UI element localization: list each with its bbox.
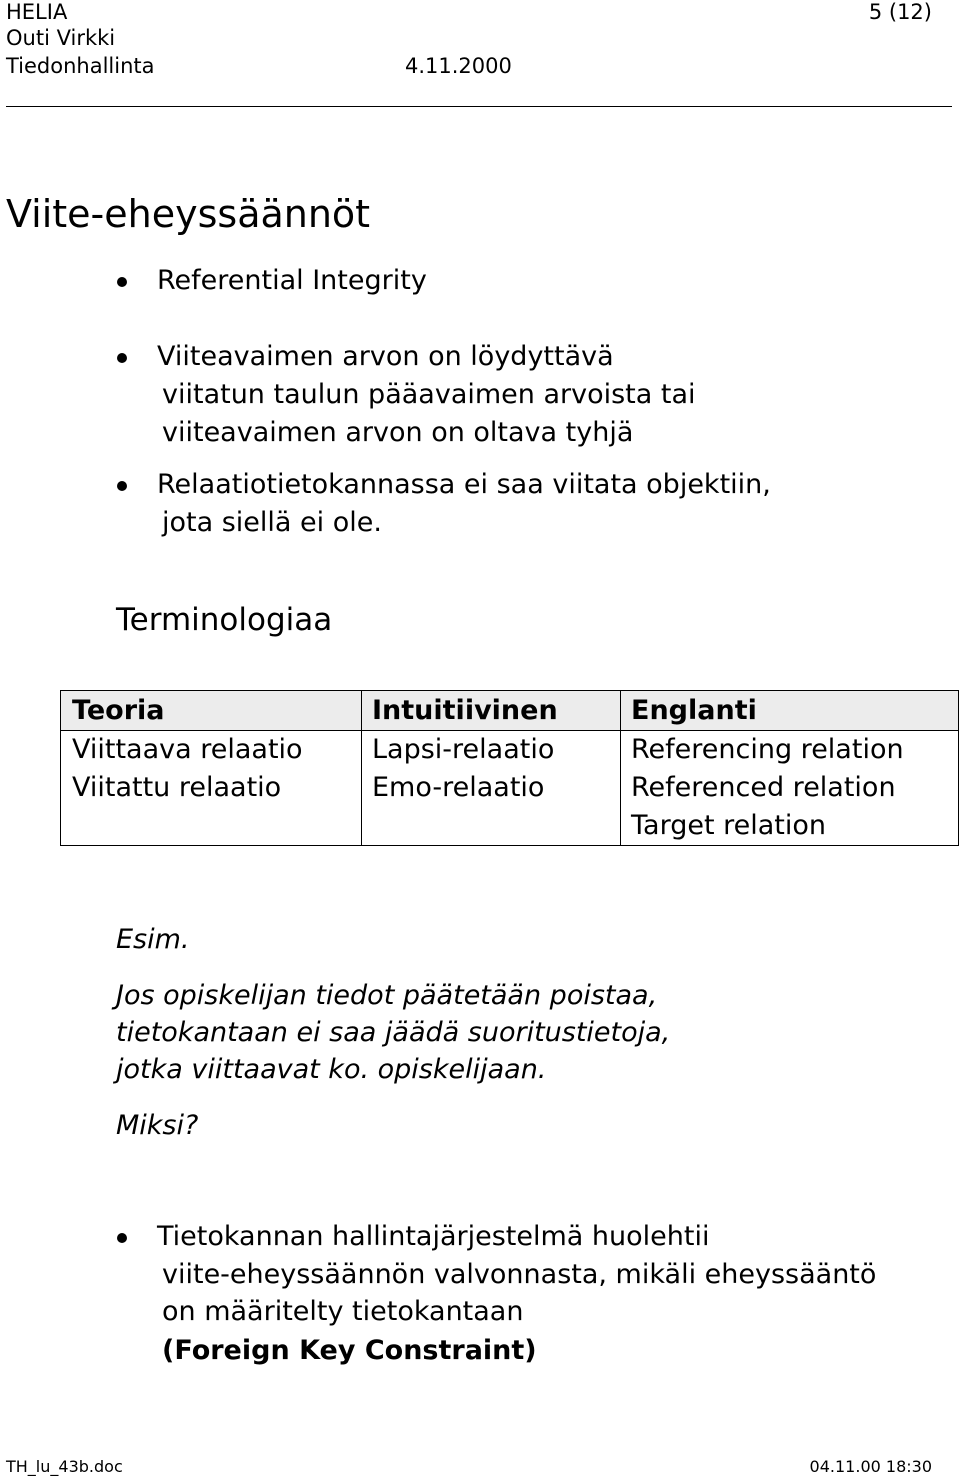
bullet-line: Viiteavaimen arvon on löydyttävä: [157, 341, 614, 372]
example-line: Jos opiskelijan tiedot päätetään poistaa,: [116, 980, 658, 1011]
table-cell: Referencing relation: [631, 734, 904, 765]
footer-filename: TH_lu_43b.doc: [6, 1457, 123, 1476]
column-divider: [361, 691, 362, 845]
bullet-line: viiteavaimen arvon on oltava tyhjä: [162, 417, 634, 448]
bullet-line: viite-eheyssäännön valvonnasta, mikäli eheyssääntö: [162, 1259, 877, 1290]
bullet-line: jota siellä ei ole.: [162, 507, 382, 538]
header-author: Outi Virkki: [6, 26, 116, 50]
bullet-line: viitatun taulun pääavaimen arvoista tai: [162, 379, 696, 410]
bullet-icon: [117, 353, 127, 363]
table-cell: Viitattu relaatio: [72, 772, 282, 803]
table-cell: Target relation: [631, 810, 826, 841]
table-header-cell: Teoria: [72, 695, 165, 726]
header-course: Tiedonhallinta: [6, 54, 155, 78]
example-line: tietokantaan ei saa jäädä suoritustietoja,: [116, 1017, 671, 1048]
example-line: jotka viittaavat ko. opiskelijaan.: [116, 1054, 547, 1085]
bullet-line-bold: (Foreign Key Constraint): [162, 1335, 537, 1366]
bullet-line: Relaatiotietokannassa ei saa viitata objektiin,: [157, 469, 771, 500]
bullet-line: on määritelty tietokantaan: [162, 1296, 524, 1327]
header-page-number: 5 (12): [868, 0, 932, 24]
header-divider: [6, 106, 952, 107]
table-cell: Lapsi-relaatio: [372, 734, 555, 765]
header-date: 4.11.2000: [405, 54, 512, 78]
example-label: Esim.: [116, 924, 190, 955]
table-header-cell: Englanti: [631, 695, 757, 726]
bullet-line: Referential Integrity: [157, 265, 427, 296]
example-question: Miksi?: [116, 1110, 199, 1141]
table-header-cell: Intuitiivinen: [372, 695, 558, 726]
bullet-icon: [117, 1233, 127, 1243]
column-divider: [620, 691, 621, 845]
section-heading: Terminologiaa: [116, 602, 333, 638]
bullet-icon: [117, 481, 127, 491]
table-cell: Emo-relaatio: [372, 772, 545, 803]
terminology-table: [60, 690, 959, 846]
footer-timestamp: 04.11.00 18:30: [809, 1457, 932, 1476]
bullet-icon: [117, 277, 127, 287]
bullet-line: Tietokannan hallintajärjestelmä huolehtii: [157, 1221, 710, 1252]
table-cell: Referenced relation: [631, 772, 896, 803]
header-org: HELIA: [6, 0, 68, 24]
page-title: Viite-eheyssäännöt: [6, 192, 371, 236]
table-cell: Viittaava relaatio: [72, 734, 303, 765]
